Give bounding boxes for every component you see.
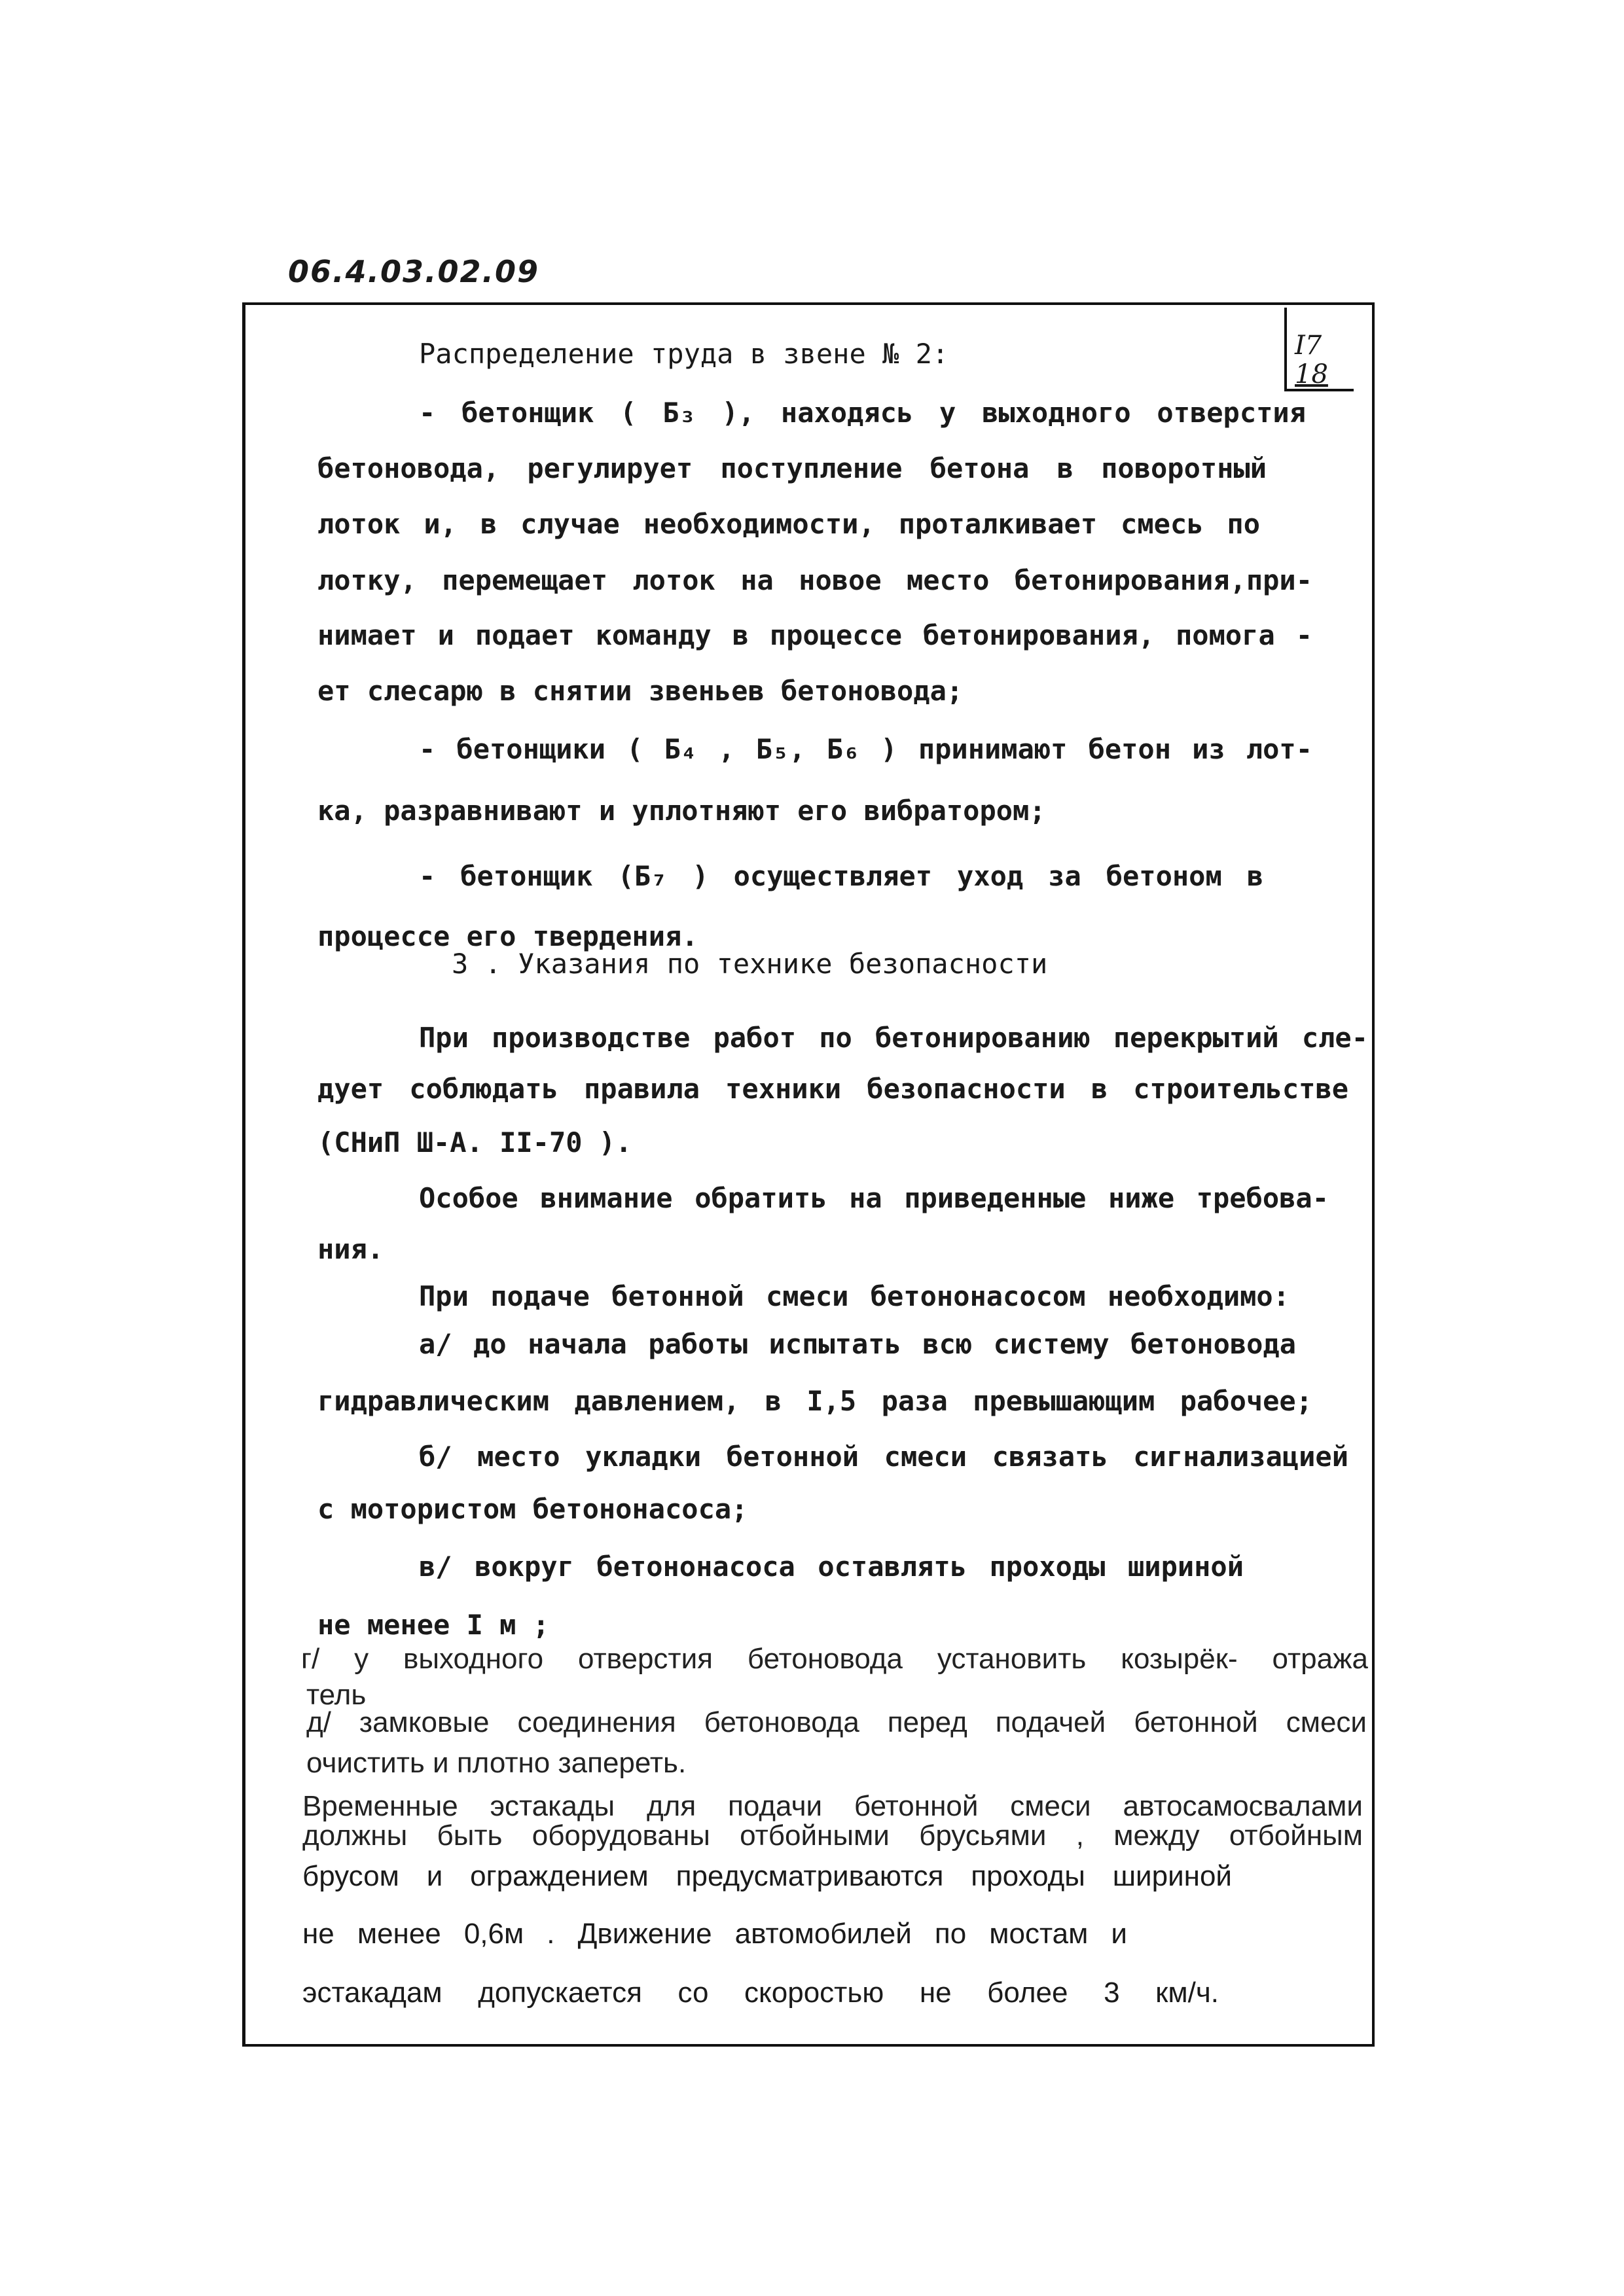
text-line: - бетонщик ( Б₃ ), находясь у выходного отверстия	[419, 397, 1306, 429]
text-line: процессе его твердения.	[317, 920, 698, 952]
text-line: бетоновода, регулирует поступление бетона в поворотный	[317, 452, 1267, 484]
text-line: При подаче бетонной смеси бетононасосом необходимо:	[419, 1280, 1290, 1312]
text-line: Особое внимание обратить на приведенные ниже требова-	[419, 1182, 1329, 1214]
text-line: Временные эстакады для подачи бетонной смеси автосамосвалами	[302, 1790, 1363, 1822]
text-line: тель	[306, 1679, 367, 1711]
text-line: а/ до начала работы испытать всю систему бетоновода	[419, 1328, 1296, 1360]
text-line: При производстве работ по бетонированию перекрытий сле-	[419, 1022, 1368, 1054]
text-line: ния.	[317, 1233, 384, 1265]
text-line: ка, разравнивают и уплотняют его вибратором;	[317, 795, 1046, 827]
text-line: (СНиП Ш-А. II-70 ).	[317, 1126, 632, 1158]
text-line: - бетонщик (Б₇ ) осуществляет уход за бетоном в	[419, 860, 1263, 892]
text-line: гидравлическим давлением, в I,5 раза превышающим рабочее;	[317, 1385, 1312, 1417]
text-line: в/ вокруг бетононасоса оставлять проходы шириной	[419, 1551, 1244, 1583]
text-line: лоток и, в случае необходимости, проталкивает смесь по	[317, 508, 1260, 540]
text-line: дует соблюдать правила техники безопасности в строительстве	[317, 1073, 1348, 1105]
text-line: ет слесарю в снятии звеньев бетоновода;	[317, 675, 964, 707]
text-line: г/ у выходного отверстия бетоновода установить козырёк- отража	[301, 1643, 1368, 1675]
document-code: 06.4.03.02.09	[288, 254, 539, 289]
text-line: не менее I м ;	[317, 1609, 550, 1641]
page-number-bottom: 18	[1295, 359, 1328, 389]
text-line: эстакадам допускается со скоростью не более 3 км/ч.	[302, 1977, 1219, 2009]
text-line: не менее 0,6м . Движение автомобилей по мостам и	[302, 1918, 1127, 1950]
text-line: лотку, перемещает лоток на новое место бетонирования,при-	[317, 564, 1312, 596]
text-line: должны быть оборудованы отбойными брусьями , между отбойным	[302, 1820, 1363, 1852]
text-line: нимает и подает команду в процессе бетонирования, помога -	[317, 619, 1312, 651]
page-number-top: I7	[1295, 331, 1322, 361]
text-line: с мотористом бетононасоса;	[317, 1493, 748, 1525]
text-line: б/ место укладки бетонной смеси связать сигнализацией	[419, 1441, 1348, 1473]
section-heading: 3 . Указания по технике безопасности	[452, 948, 1048, 980]
text-line: д/ замковые соединения бетоновода перед подачей бетонной смеси	[306, 1706, 1367, 1738]
text-line: Распределение труда в звене № 2:	[419, 338, 949, 370]
text-line: очистить и плотно запереть.	[306, 1747, 687, 1779]
text-line: брусом и ограждением предусматриваются проходы шириной	[302, 1860, 1232, 1892]
text-line: - бетонщики ( Б₄ , Б₅, Б₆ ) принимают бетон из лот-	[419, 733, 1312, 765]
